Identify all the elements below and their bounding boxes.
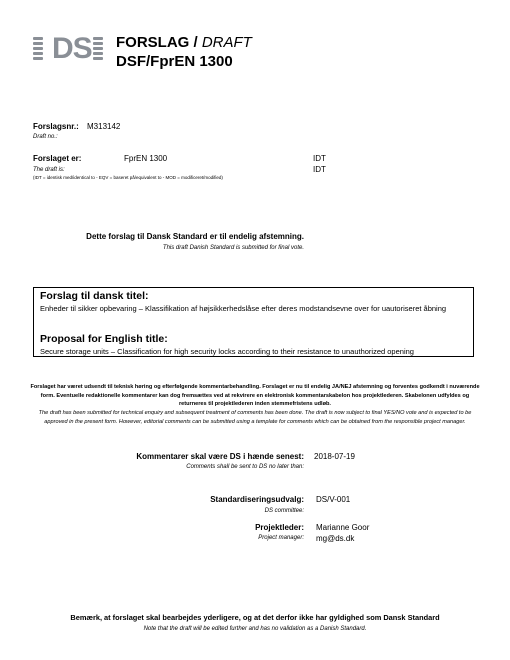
logo-bars-right [93, 37, 103, 62]
logo-text: DS [52, 32, 92, 65]
project-manager-label: Projektleder: [255, 523, 304, 532]
ds-logo [33, 32, 109, 65]
forslag-label: FORSLAG / [116, 34, 198, 51]
vote-statement-danish: Dette forslag til Dansk Standard er til endelig afstemning. [86, 232, 304, 241]
vote-statement-english: This draft Danish Standard is submitted for final vote. [162, 245, 304, 251]
document-id: DSF/FprEN 1300 [116, 53, 233, 70]
committee-value: DS/V-001 [316, 495, 351, 504]
committee-sub-label: DS committee: [264, 508, 304, 514]
forslagsnr-label: Forslagsnr.: [33, 122, 79, 131]
idt-legend: (IDT = identisk med/identical to - EQV = baseret på/equivalent to - MOD = modificeret/modified) [33, 175, 223, 180]
project-manager-sub-label: Project manager: [258, 535, 304, 541]
deadline-sub-label: Comments shall be sent to DS no later than: [186, 464, 304, 470]
project-manager-name: Marianne Goor [316, 523, 370, 532]
deadline-value: 2018-07-19 [314, 452, 355, 461]
draft-is-label: The draft is: [33, 167, 65, 173]
draft-label: DRAFT [201, 34, 252, 51]
notice-danish: Forslaget har været udsendt til teknisk høring og efterfølgende kommentarbehandling. Forslaget er nu til endelig JA/NEJ afstemning og forventes godkendt i nuværende form. Eventuelle redaktionelle kommentarer kan dog fremsættes ved at rekvirere en elektronisk kommentarskabelon hos projektlederen. Skabelonen udfyldes og returneres til projektlederen inden stemmefristens udløb. [30, 384, 480, 408]
forslaget-er-value: FprEN 1300 [124, 154, 168, 163]
title-box [33, 287, 474, 357]
english-title-heading: Proposal for English title: [40, 333, 168, 345]
forslaget-er-code: IDT [313, 154, 326, 163]
danish-title-text: Enheder til sikker opbevaring – Klassifikation af højsikkerhedslåse efter deres modstandsevne over for uautoriseret åbning [40, 304, 447, 313]
notice-english: The draft has been submitted for technical enquiry and subsequent treatment of comments has been done. The draft is now subject to final YES/NO vote and is expected to be approved in the present form. However, editorial comments can be submitted using a template for comments which can be obtained from the responsible project manager. [38, 410, 472, 425]
footer-notice-english: Note that the draft will be edited further and has no validation as a Danish Standard. [143, 626, 367, 632]
deadline-label: Kommentarer skal være DS i hænde senest: [136, 452, 304, 461]
draft-is-code: IDT [313, 165, 326, 174]
forslaget-er-label: Forslaget er: [33, 154, 82, 163]
danish-title-heading: Forslag til dansk titel: [40, 290, 149, 302]
project-manager-email[interactable]: mg@ds.dk [316, 534, 355, 543]
english-title-text: Secure storage units – Classification for high security locks according to their resistance to unauthorized opening [40, 347, 414, 356]
footer-notice-danish: Bemærk, at forslaget skal bearbejdes yderligere, og at det derfor ikke har gyldighed som Dansk Standard [70, 613, 440, 622]
draft-no-label: Draft no.: [33, 134, 58, 140]
logo-bars-left [33, 37, 43, 62]
committee-label: Standardiseringsudvalg: [210, 495, 304, 504]
document-type-title [116, 34, 252, 52]
forslagsnr-value: M313142 [87, 122, 121, 131]
